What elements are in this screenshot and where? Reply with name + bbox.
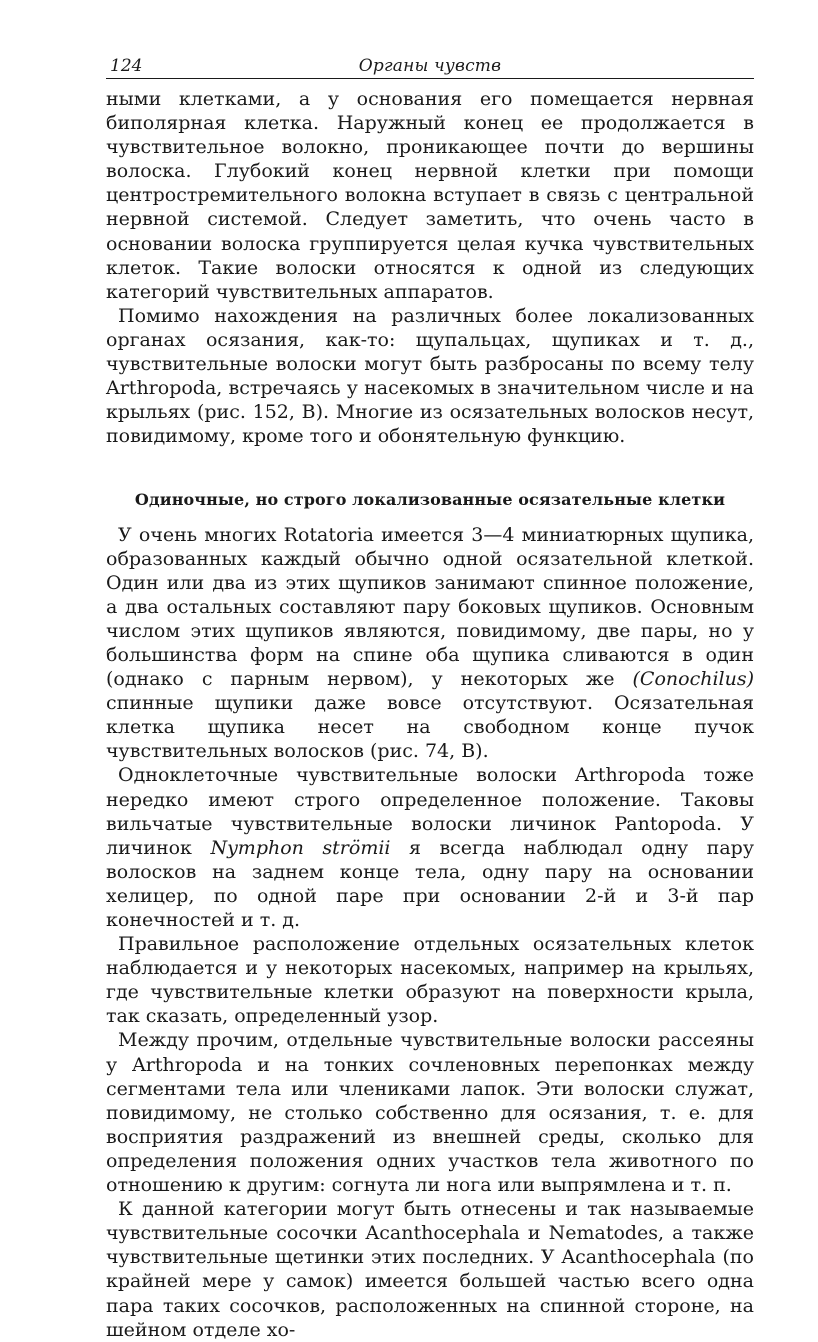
paragraph-papillae: К данной категории могут быть отнесены и так называемые чувствительные сосочки Acanthocephala и Nematodes, а также чувствительные щетинки этих последних. У Acanthocephala (по крайней мере у самок) имеется большей частью всего одна пара таких сосочков, расположенных на спинной стороне, на шейном отделе хо- (106, 1198, 754, 1341)
paragraph-membranes: Между прочим, отдельные чувствительные волоски рассеяны у Arthropoda и на тонких сочленовных перепонках между сегментами тела или члениками лапок. Эти волоски служат, повидимому, не столько собственно для осязания, т. е. для восприятия раздражений из внешней среды, сколько для определения положения одних участков тела животного по отношению к другим: согнута ли нога или выпрямлена и т. п. (106, 1029, 754, 1197)
paragraph-rotatoria: У очень многих Rotatoria имеется 3—4 миниатюрных щупика, образованных каждый обычно одной осязательной клеткой. Один или два из этих щупиков занимают спинное положение, а два остальных составляют пару боковых щупиков. Основным числом этих щупиков являются, повидимому, две пары, но у большинства форм на спине оба щупика сливаются в один (однако с парным нервом), у некоторых же (Conochilus) спинные щупики даже вовсе отсутствуют. Осязательная клетка щупика несет на свободном конце пучок чувствительных волосков (рис. 74, B). (106, 523, 754, 763)
paragraph-continued: ными клетками, а у основания его помещается нервная биполярная клетка. Наружный конец ее продолжается в чувствительное волокно, проникающее почти до вершины волоска. Глубокий конец нервной клетки при помощи центростремительного волокна вступает в связь с центральной нервной системой. Следует заметить, что очень часто в основании волоска группируется целая кучка чувствительных клеток. Такие волоски относятся к одной из следующих категорий чувствительных аппаратов. (106, 88, 754, 303)
page-number: 124 (110, 56, 143, 76)
page-body (106, 87, 754, 1342)
running-header (106, 52, 754, 79)
section-heading: Одиночные, но строго локализованные осязательные клетки (134, 490, 726, 510)
paragraph-insects: Правильное расположение отдельных осязательных клеток наблюдается и у некоторых насекомых, например на крыльях, где чувствительные клетки образуют на поверхности крыла, так сказать, определенный узор. (106, 933, 754, 1028)
paragraph-arthropoda: Одноклеточные чувствительные волоски Arthropoda тоже нередко имеют строго определенное положение. Таковы вильчатые чувствительные волоски личинок Pantopoda. У личинок Nymphon strömii я всегда наблюдал одну пару волосков на заднем конце тела, одну пару на основании хелицер, по одной паре при основании 2-й и 3-й пар конечностей и т. д. (106, 764, 754, 931)
species-italic: Nymphon strömii (210, 836, 391, 859)
paragraph-sensory-hairs: Помимо нахождения на различных более локализованных органах осязания, как-то: щупальцах, щупиках и т. д., чувствительные волоски могут быть разбросаны по всему телу Arthropoda, встречаясь у насекомых в значительном числе и на крыльях (рис. 152, B). Многие из осязательных волосков несут, повидимому, кроме того и обонятельную функцию. (106, 304, 754, 448)
taxon-italic: (Conochilus) (632, 668, 754, 691)
running-title: Органы чувств (358, 56, 502, 76)
